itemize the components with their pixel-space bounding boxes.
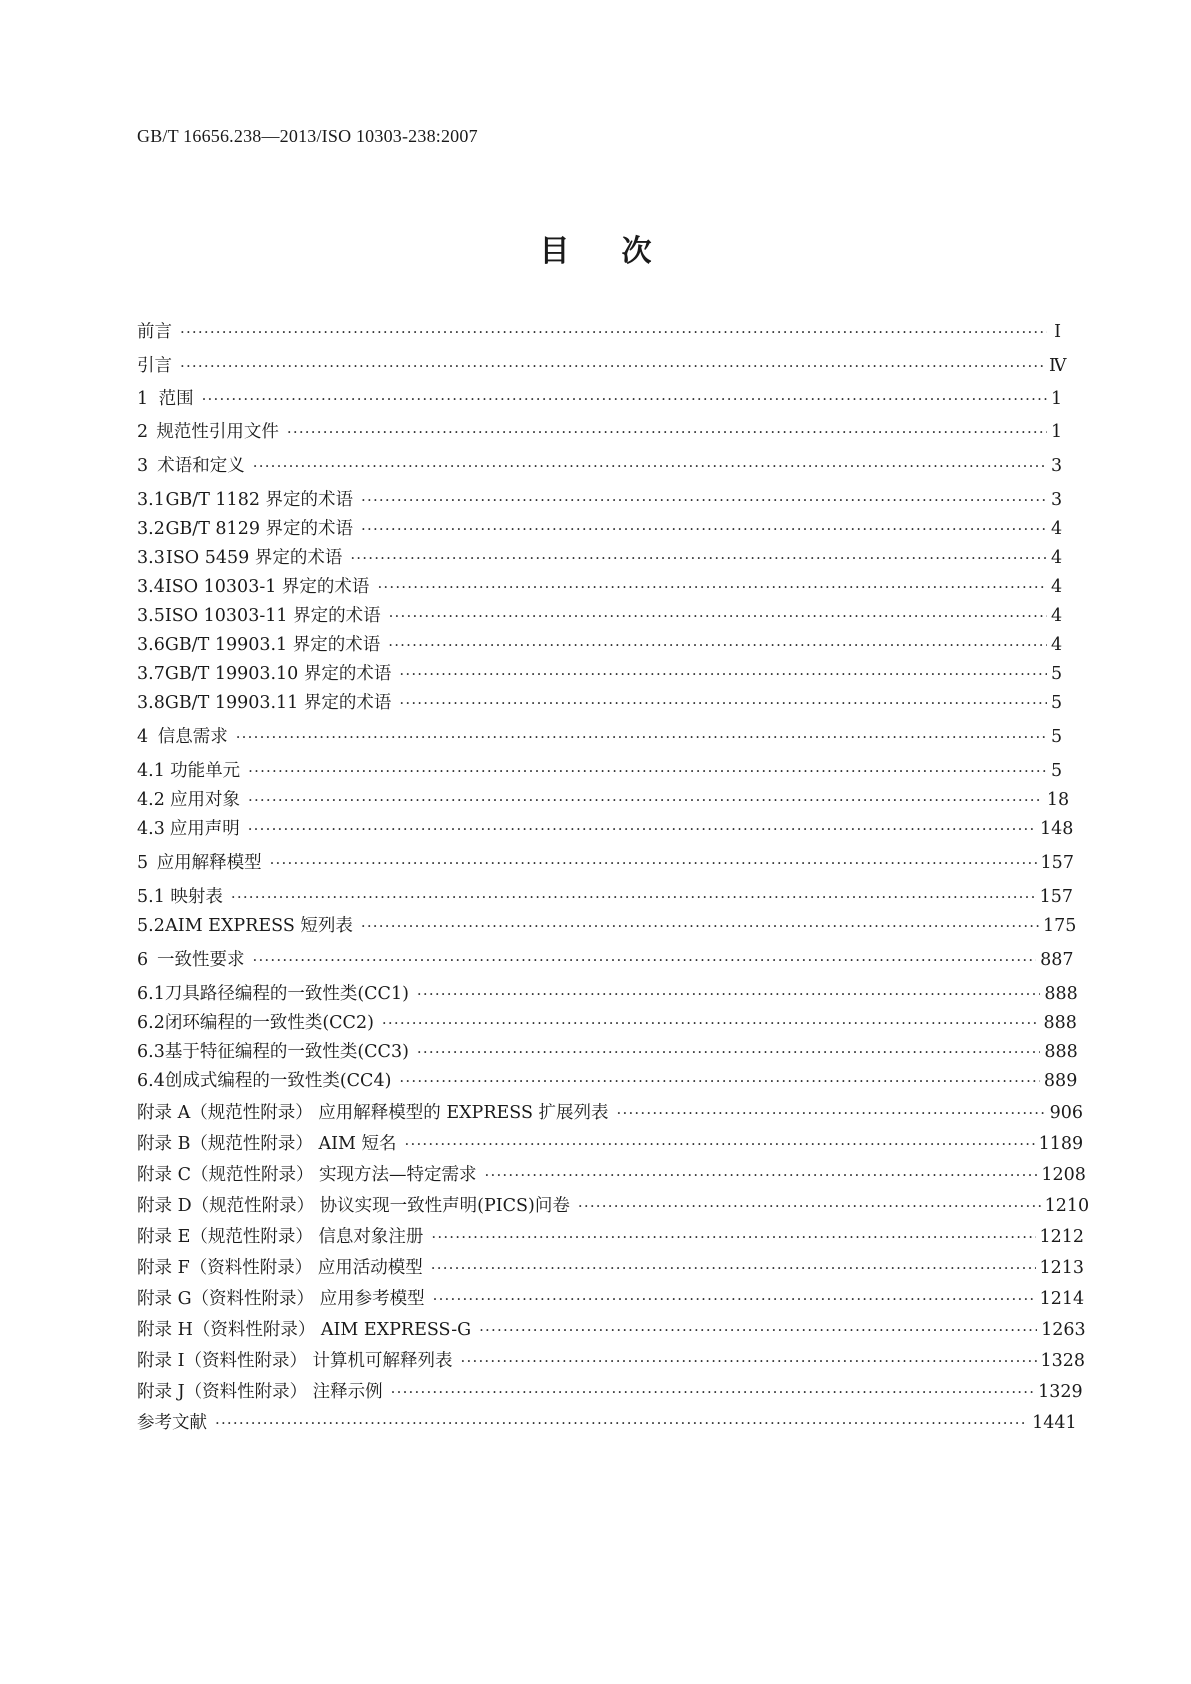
toc-entry-page: 888	[1044, 984, 1078, 1004]
toc-entry-title: AIM EXPRESS 短列表	[165, 916, 353, 936]
toc-entry-number: 5.2	[137, 916, 165, 936]
toc-entry[interactable]	[137, 385, 1061, 413]
toc-entry-title: GB/T 19903.1 界定的术语	[164, 635, 381, 655]
toc-entry[interactable]	[137, 689, 1061, 717]
dot-leader	[391, 1378, 1034, 1406]
toc-entry-page: 1263	[1041, 1320, 1086, 1340]
toc-entry-number: 4.2	[137, 790, 165, 810]
toc-entry-title: 闭环编程的一致性类(CC2)	[164, 1013, 374, 1033]
toc-entry[interactable]	[137, 1130, 1084, 1158]
toc-entry[interactable]	[137, 318, 1061, 346]
toc-entry-page: 888	[1043, 1013, 1077, 1033]
toc-entry-title: 应用声明	[169, 819, 240, 839]
dot-leader	[399, 660, 1047, 688]
dot-leader	[461, 1347, 1037, 1375]
dot-leader	[377, 573, 1047, 601]
dot-leader	[287, 418, 1047, 446]
toc-entry-page: 4	[1050, 519, 1063, 539]
toc-entry-page: 5	[1051, 664, 1063, 684]
toc-entry-title: 附录 D（规范性附录） 协议实现一致性声明(PICS)问卷	[137, 1196, 570, 1216]
toc-entry-title: 附录 I（资料性附录） 计算机可解释列表	[137, 1351, 453, 1371]
toc-entry-page: 1	[1051, 389, 1063, 409]
toc-entry[interactable]	[137, 1254, 1085, 1282]
toc-entry-number: 3.4	[137, 577, 165, 597]
page-title: 目次	[539, 234, 704, 269]
dot-leader	[215, 1409, 1028, 1437]
toc-entry-number: 6.4	[137, 1071, 165, 1091]
toc-entry-number: 6.3	[137, 1042, 165, 1062]
toc-entry-title: 引言	[137, 356, 172, 376]
toc-entry[interactable]	[137, 418, 1061, 446]
toc-entry-title: GB/T 19903.11 界定的术语	[164, 693, 392, 713]
toc-entry[interactable]	[137, 1409, 1077, 1437]
toc-entry[interactable]	[137, 883, 1073, 911]
toc-entry-number: 3.7	[137, 664, 165, 684]
dot-leader	[617, 1099, 1046, 1127]
toc-entry-page: 1189	[1038, 1134, 1084, 1154]
dot-leader	[388, 631, 1047, 659]
toc-entry-page: 4	[1051, 606, 1063, 626]
toc-entry-number: 4	[137, 727, 149, 747]
toc-entry[interactable]	[137, 980, 1078, 1008]
toc-entry-number: 3.3	[137, 548, 165, 568]
toc-entry-title: GB/T 1182 界定的术语	[165, 490, 354, 510]
toc-entry-number: 3.1	[137, 490, 165, 510]
toc-entry-title: 一致性要求	[157, 950, 245, 970]
toc-entry-page: Ⅳ	[1048, 356, 1067, 376]
toc-entry[interactable]	[137, 544, 1061, 572]
toc-entry-page: 887	[1040, 950, 1074, 970]
toc-entry-page: 889	[1043, 1071, 1078, 1091]
toc-entry[interactable]	[137, 486, 1061, 514]
toc-entry-title: GB/T 19903.10 界定的术语	[164, 664, 392, 684]
dot-leader	[350, 544, 1047, 572]
toc-entry-title: 信息需求	[157, 727, 228, 747]
toc-entry-page: 1208	[1041, 1165, 1086, 1185]
toc-entry[interactable]	[137, 1223, 1085, 1251]
toc-entry-title: 附录 G（资料性附录） 应用参考模型	[137, 1289, 425, 1309]
toc-entry-title: 刀具路径编程的一致性类(CC1)	[164, 984, 409, 1004]
toc-entry-title: 基于特征编程的一致性类(CC3)	[164, 1042, 409, 1062]
dot-leader	[253, 452, 1047, 480]
toc-entry[interactable]	[137, 1161, 1086, 1189]
toc-entry-title: 前言	[137, 322, 172, 342]
toc-entry[interactable]	[137, 815, 1074, 843]
toc-entry[interactable]	[137, 849, 1074, 877]
toc-entry[interactable]	[137, 1347, 1086, 1375]
toc-entry-title: 附录 A（规范性附录） 应用解释模型的 EXPRESS 扩展列表	[137, 1103, 609, 1123]
dot-leader	[485, 1161, 1038, 1189]
toc-entry-page: 3	[1051, 456, 1063, 476]
toc-entry-number: 1	[137, 389, 149, 409]
toc-entry-page: 18	[1046, 790, 1070, 810]
toc-entry-number: 2	[137, 422, 149, 442]
dot-leader	[405, 1130, 1035, 1158]
toc-entry[interactable]	[137, 452, 1061, 480]
toc-entry-title: GB/T 8129 界定的术语	[165, 519, 354, 539]
dot-leader	[253, 946, 1037, 974]
toc-entry-page: 5	[1051, 693, 1063, 713]
toc-entry-title: 附录 C（规范性附录） 实现方法—特定需求	[137, 1165, 477, 1185]
toc-entry[interactable]	[137, 946, 1074, 974]
toc-entry[interactable]	[137, 631, 1061, 659]
toc-entry-page: 5	[1051, 761, 1063, 781]
dot-leader	[202, 385, 1047, 413]
toc-entry-title: 范围	[158, 389, 194, 409]
toc-entry-number: 5	[137, 853, 149, 873]
toc-entry-number: 5.1	[137, 887, 165, 907]
toc-entry-title: 附录 J（资料性附录） 注释示例	[137, 1382, 383, 1402]
document-header: GB/T 16656.238—2013/ISO 10303-238:2007	[137, 126, 478, 146]
toc-entry-title: 附录 H（资料性附录） AIM EXPRESS-G	[137, 1320, 472, 1340]
toc-entry[interactable]	[137, 1099, 1083, 1127]
toc-entry-page: 1213	[1039, 1258, 1085, 1278]
toc-entry[interactable]	[137, 723, 1061, 751]
toc-entry-title: 应用对象	[169, 790, 240, 810]
dot-leader	[431, 1254, 1036, 1282]
toc-entry-page: 1	[1051, 422, 1063, 442]
toc-entry-title: 功能单元	[170, 761, 241, 781]
toc-entry[interactable]	[137, 912, 1077, 940]
toc-entry[interactable]	[137, 573, 1061, 601]
toc-entry[interactable]	[137, 1192, 1090, 1220]
toc-entry-title: ISO 5459 界定的术语	[165, 548, 343, 568]
toc-entry[interactable]	[137, 660, 1061, 688]
dot-leader	[270, 849, 1037, 877]
toc-entry-page: 157	[1040, 853, 1074, 873]
toc-entry-number: 3.2	[137, 519, 165, 539]
toc-entry-number: 6	[137, 950, 149, 970]
toc-entry[interactable]	[137, 1038, 1078, 1066]
dot-leader	[389, 602, 1047, 630]
toc-entry-page: 1210	[1044, 1196, 1090, 1216]
toc-entry-number: 4.1	[137, 761, 165, 781]
toc-entry-title: 创成式编程的一致性类(CC4)	[164, 1071, 392, 1091]
toc-entry-number: 3.6	[137, 635, 165, 655]
toc-entry-title: 规范性引用文件	[156, 422, 279, 442]
toc-entry[interactable]	[137, 1067, 1078, 1095]
toc-entry[interactable]	[137, 602, 1061, 630]
toc-entry-title: 附录 E（规范性附录） 信息对象注册	[137, 1227, 424, 1247]
dot-leader	[236, 723, 1047, 751]
toc-entry-page: 888	[1044, 1042, 1078, 1062]
toc-entry-page: 906	[1049, 1103, 1083, 1123]
dot-leader	[248, 786, 1043, 814]
dot-leader	[431, 1223, 1035, 1251]
dot-leader	[479, 1316, 1037, 1344]
toc-entry-page: Ⅰ	[1054, 322, 1061, 342]
toc-entry[interactable]	[137, 786, 1070, 814]
toc-entry-page: 4	[1051, 577, 1063, 597]
dot-leader	[180, 352, 1045, 380]
toc-entry-page: 157	[1039, 887, 1073, 907]
dot-leader	[399, 1067, 1040, 1095]
toc-entry-number: 6.2	[137, 1013, 165, 1033]
toc-entry-title: 术语和定义	[157, 456, 245, 476]
toc-entry-number: 3	[137, 456, 149, 476]
toc-entry-page: 1212	[1039, 1227, 1085, 1247]
toc-entry-page: 1329	[1038, 1382, 1083, 1402]
dot-leader	[433, 1285, 1036, 1313]
toc-entry-page: 4	[1051, 635, 1063, 655]
toc-entry-page: 148	[1039, 819, 1074, 839]
dot-leader	[417, 980, 1040, 1008]
toc-entry-number: 3.5	[137, 606, 165, 626]
dot-leader	[231, 883, 1036, 911]
toc-entry-title: 映射表	[170, 887, 223, 907]
toc-entry-title: 应用解释模型	[156, 853, 262, 873]
toc-entry-number: 6.1	[137, 984, 165, 1004]
dot-leader	[248, 815, 1036, 843]
dot-leader	[180, 318, 1047, 346]
toc-entry-page: 1214	[1039, 1289, 1085, 1309]
toc-entry-title: 参考文献	[137, 1413, 207, 1433]
toc-entry[interactable]	[137, 515, 1061, 543]
toc-entry[interactable]	[137, 1009, 1077, 1037]
toc-entry-page: 5	[1051, 727, 1063, 747]
dot-leader	[248, 757, 1047, 785]
dot-leader	[361, 912, 1039, 940]
toc-entry[interactable]	[137, 757, 1061, 785]
toc-entry-title: ISO 10303-1 界定的术语	[164, 577, 370, 597]
toc-entry[interactable]	[137, 1378, 1083, 1406]
dot-leader	[382, 1009, 1040, 1037]
toc-entry-page: 175	[1042, 916, 1077, 936]
toc-entry-number: 3.8	[137, 693, 165, 713]
dot-leader	[578, 1192, 1041, 1220]
toc-entry[interactable]	[137, 1285, 1085, 1313]
toc-entry-page: 1441	[1032, 1413, 1077, 1433]
toc-entry-page: 1328	[1040, 1351, 1086, 1371]
dot-leader	[361, 515, 1047, 543]
dot-leader	[361, 486, 1047, 514]
dot-leader	[417, 1038, 1040, 1066]
toc-entry-number: 4.3	[137, 819, 165, 839]
toc-entry-title: 附录 B（规范性附录） AIM 短名	[137, 1134, 397, 1154]
toc-entry-page: 4	[1051, 548, 1063, 568]
toc-entry[interactable]	[137, 352, 1067, 380]
dot-leader	[399, 689, 1047, 717]
toc-entry-page: 3	[1050, 490, 1063, 510]
toc-entry[interactable]	[137, 1316, 1086, 1344]
toc-entry-title: 附录 F（资料性附录） 应用活动模型	[137, 1258, 423, 1278]
toc-entry-title: ISO 10303-11 界定的术语	[164, 606, 381, 626]
